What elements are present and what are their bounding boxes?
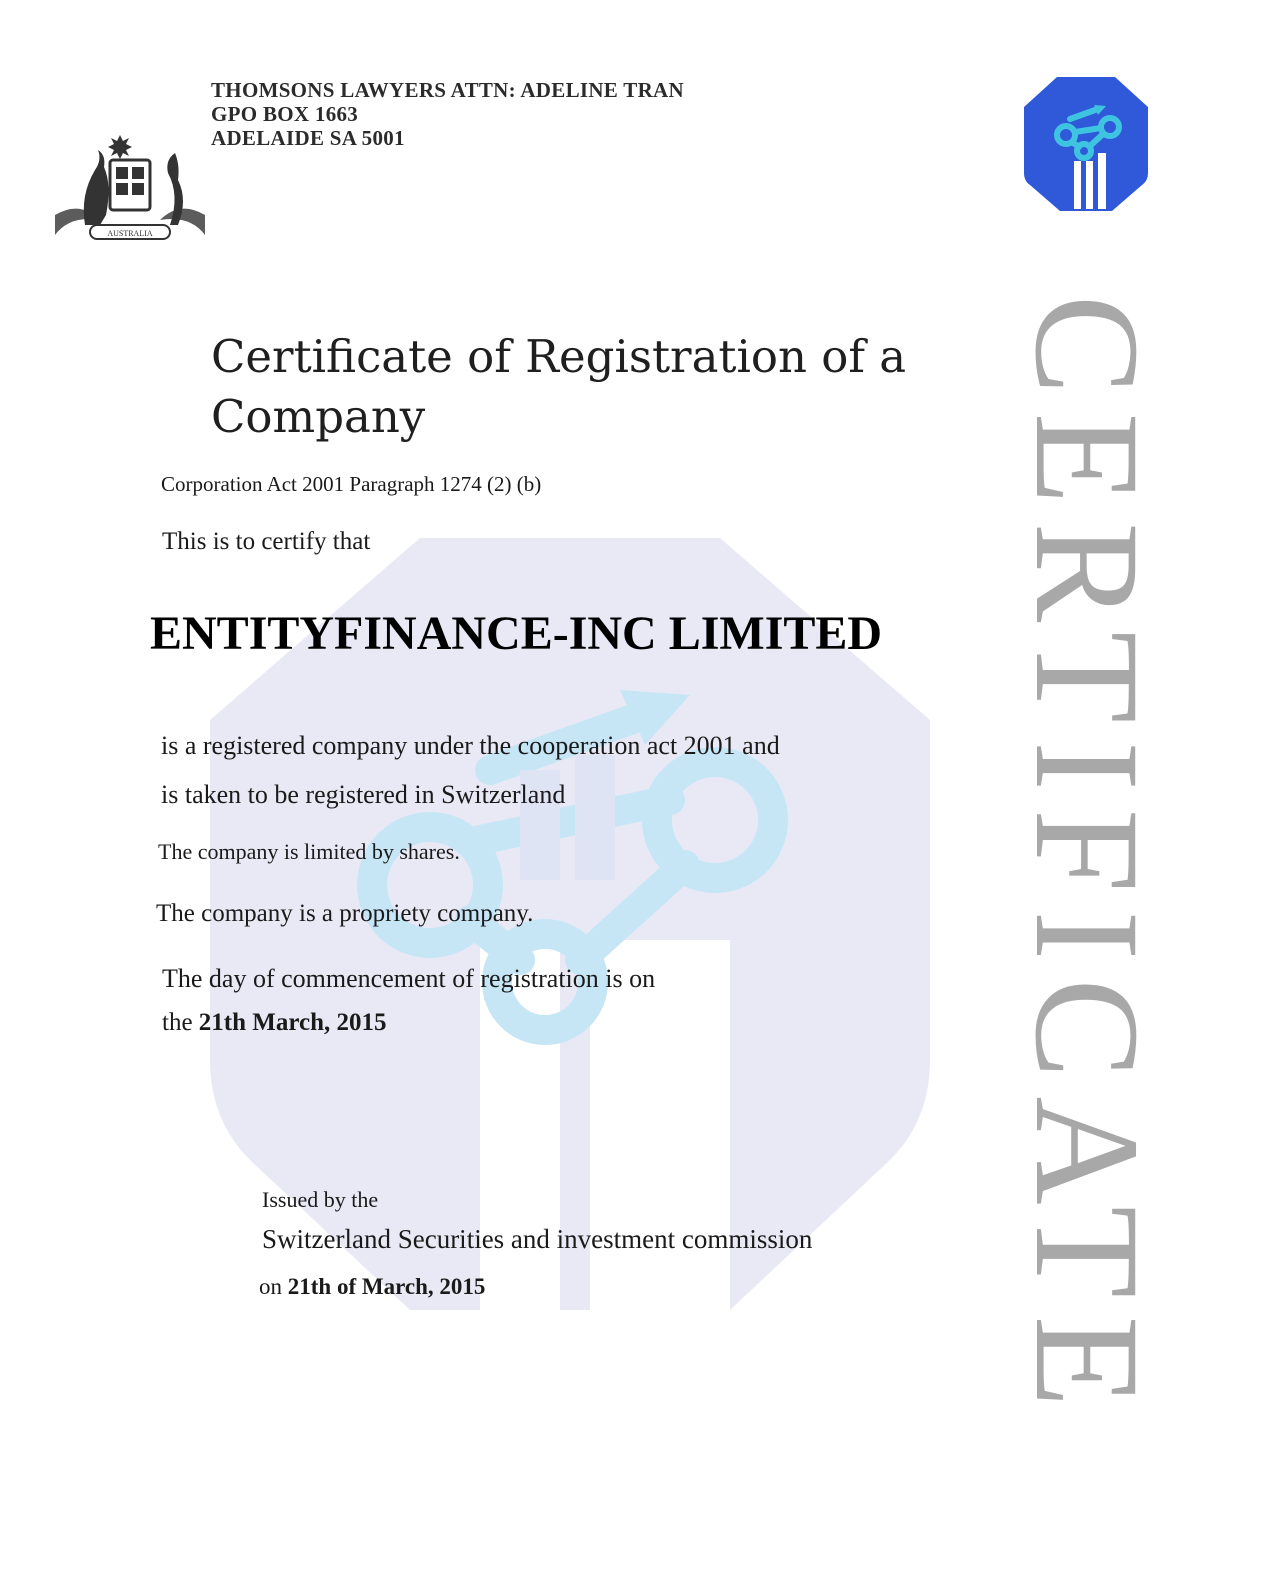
address-line-2: GPO BOX 1663 — [211, 102, 359, 126]
address-line-3: ADELAIDE SA 5001 — [211, 126, 405, 150]
issue-date: 21th of March, 2015 — [287, 1274, 486, 1299]
entityfinance-hexagon-logo-icon — [1022, 75, 1150, 213]
certificate-title-line-2: Company — [211, 390, 426, 443]
limited-by-shares: The company is limited by shares. — [158, 839, 460, 864]
commencement-date-line — [162, 1009, 387, 1037]
company-name: ENTITYFINANCE-INC LIMITED — [150, 607, 883, 660]
commencement-date: 21th March, 2015 — [198, 1009, 387, 1036]
emblem-text: AUSTRALIA — [107, 229, 153, 238]
commencement-text: The day of commencement of registration is on — [162, 964, 656, 993]
date-prefix: the — [162, 1009, 193, 1036]
registration-statement-line-1: is a registered company under the cooperation act 2001 and — [161, 731, 780, 760]
australian-coat-of-arms-icon — [40, 125, 220, 255]
propriety-company: The company is a propriety company. — [156, 900, 534, 927]
registration-statement-line-2: is taken to be registered in Switzerland — [161, 780, 566, 809]
certificate-title-line-1: Certificate of Registration of a — [211, 330, 907, 383]
address-line-1: THOMSONS LAWYERS ATTN: ADELINE TRAN — [211, 78, 684, 102]
act-reference: Corporation Act 2001 Paragraph 1274 (2) (b) — [161, 472, 542, 496]
issue-date-line — [259, 1274, 485, 1300]
issued-label: Issued by the — [262, 1187, 379, 1212]
on-prefix: on — [259, 1274, 282, 1299]
side-title-certificate: CERTIFICATE — [1004, 294, 1170, 1426]
issuing-authority: Switzerland Securities and investment commission — [262, 1224, 813, 1254]
certify-intro: This is to certify that — [162, 528, 371, 555]
